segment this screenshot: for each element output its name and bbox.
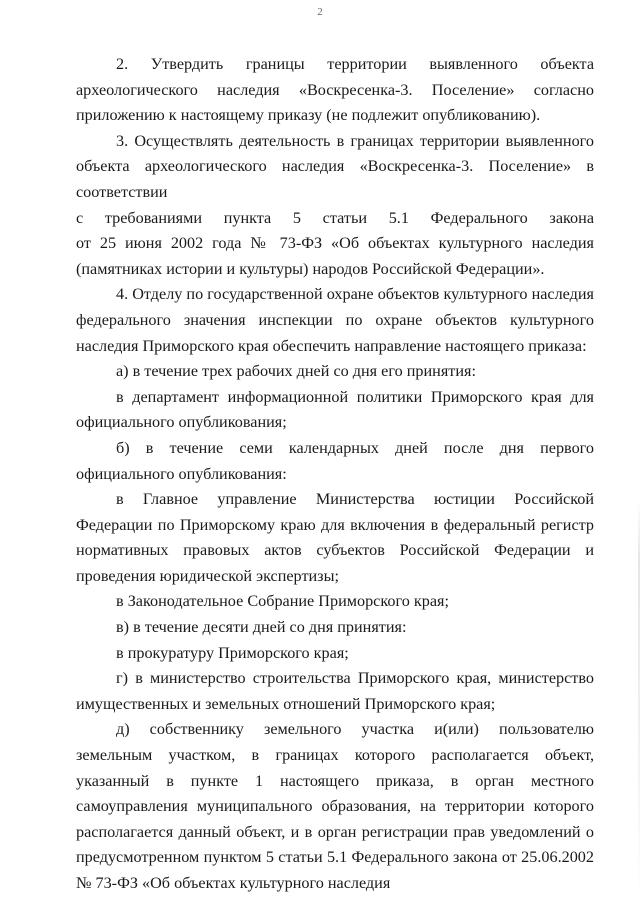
document-body [76,52,594,897]
paragraph-item-2: 2. Утвердить границы территории выявленного объекта археологического наследия «Воскресенка-3. Поселение» согласно приложению к настоящему приказу (не подлежит опубликованию). [76,55,594,125]
paragraph-prosecutor-office: в прокуратуру Приморского края; [116,643,349,662]
paragraph-item-3-part-1: 3. Осуществлять деятельность в границах территории выявленного объекта археологического наследия «Воскресенка-3. Поселение» в соответствии [76,131,594,201]
page-number: 2 [317,6,323,18]
paragraph-item-3-part-3: от 25 июня 2002 года № 73-ФЗ «Об объектах культурного наследия (памятниках истории и культуры) народов Российской Федерации». [76,234,594,278]
paragraph-legislative-assembly: в Законодательное Собрание Приморского края; [116,592,449,611]
paragraph-subitem-a: а) в течение трех рабочих дней со дня его принятия: [116,362,476,381]
paragraph-item-4: 4. Отделу по государственной охране объектов культурного наследия федерального значения инспекции по охране объектов культурного наследия Приморского края обеспечить направление настоящего приказа: [76,285,594,355]
paragraph-subitem-v: в) в течение десяти дней со дня принятия: [116,618,407,637]
paragraph-subitem-b: б) в течение семи календарных дней после дня первого официального опубликования: [76,438,594,483]
paragraph-info-policy-department: в департамент информационной политики Приморского края для официального опубликования; [76,387,594,432]
paragraph-subitem-g: г) в министерство строительства Приморского края, министерство имущественных и земельных отношений Приморского края; [76,669,594,713]
paragraph-item-3-part-2: с требованиями пункта 5 статьи 5.1 Федерального закона [76,208,594,227]
paragraph-subitem-d: д) собственнику земельного участка и(или) пользователю земельным участком, в границах которого располагается объект, указанный в пункте 1 настоящего приказа, в орган местного самоуправления муниципального образования, на территории которого располагается данный объект, и в орган регистрации прав уведомлений о предусмотренном пунктом 5 статьи 5.1 Федерального закона от 25.06.2002 № 73-ФЗ «Об объектах культурного наследия [76,720,594,892]
paragraph-ministry-of-justice: в Главное управление Министерства юстиции Российской Федерации по Приморскому краю для включения в федеральный регистр нормативных правовых актов субъектов Российской Федерации и проведения юридической экспертизы; [76,490,594,585]
